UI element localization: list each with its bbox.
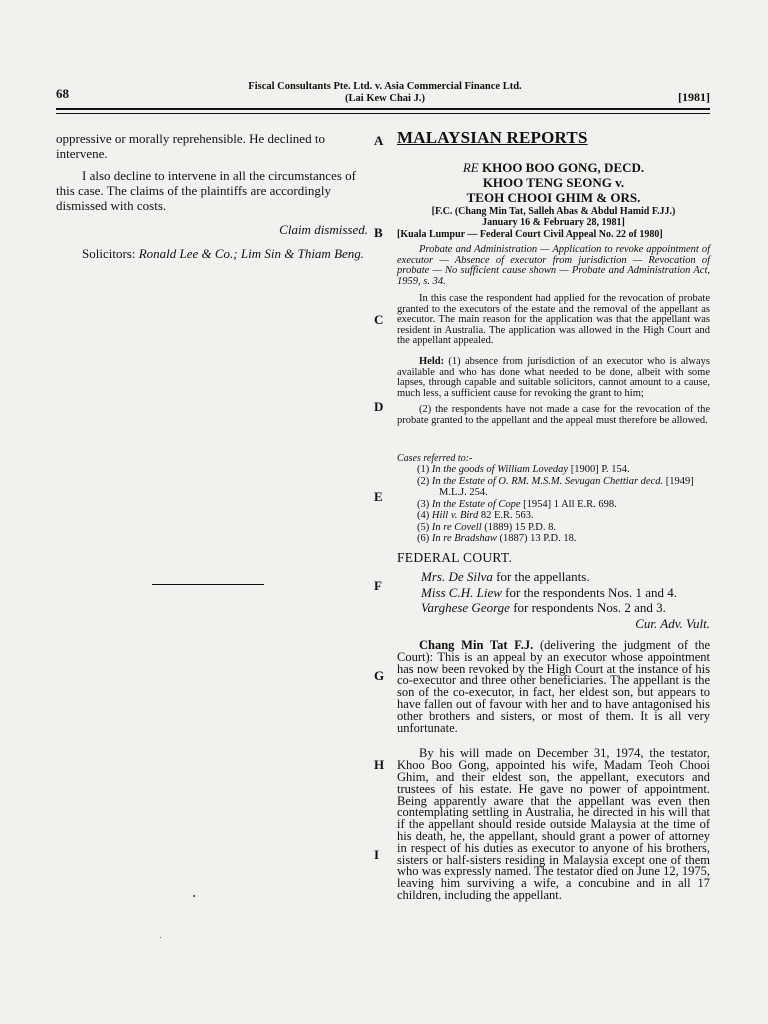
decline-paragraph: I also decline to intervene in all the circumstances of this case. The claims of the plaintiffs are accordingly dismissed with costs.: [56, 168, 356, 213]
case-item: (4) Hill v. Bird 82 E.R. 563.: [417, 510, 534, 521]
case-title-line-1: RE KHOO BOO GONG, DECD.: [462, 160, 645, 175]
margin-letter-c: C: [374, 312, 384, 327]
claim-dismissed: Claim dismissed.: [279, 222, 368, 237]
case-item: (5) In re Covell (1889) 15 P.D. 8.: [417, 521, 557, 533]
report-heading: MALAYSIAN REPORTS: [397, 128, 588, 147]
case-item: (6) In re Bradshaw (1887) 13 P.D. 18.: [417, 533, 577, 544]
solicitors-label: Solicitors:: [82, 246, 136, 261]
margin-letter-e: E: [374, 489, 383, 504]
case-title-line-3: TEOH CHOOI GHIM & ORS.: [466, 190, 641, 205]
previous-paragraph-end: oppressive or morally reprehensible. He declined to intervene.: [56, 131, 325, 161]
counsel-appellants: Mrs. De Silva for the appellants.: [421, 569, 590, 584]
counsel-respondents-2-3: Varghese George for respondents Nos. 2 and 3.: [421, 600, 666, 615]
held-section: [397, 357, 710, 427]
cur-adv-vult: Cur. Adv. Vult.: [635, 615, 710, 631]
previous-case-text: [56, 131, 368, 261]
case-item: (1) In the goods of William Loveday [1900] P. 154.: [417, 464, 630, 475]
margin-letter-d: D: [374, 399, 384, 414]
case-title-line-2: KHOO TENG SEONG v.: [482, 175, 625, 190]
facts-paragraph: In this case the respondent had applied for the revocation of probate granted to the executors of the estate and the removal of the appellant as executor. The main reason for the application was that the appellant was resident in Australia. The application was allowed in the High Court and the appellant appealed.: [397, 293, 710, 347]
re-prefix: RE: [462, 160, 479, 175]
coram: [397, 206, 710, 228]
cases-referred-label: Cases referred to:-: [397, 453, 473, 464]
scan-speck: [193, 895, 195, 897]
header-rule-thin: [56, 113, 710, 114]
case-end-rule: [152, 584, 264, 585]
held-paragraph-1: Held: (1) absence from jurisdiction of an executor who is always available and who has done what needed to be done, albeit with some lapses, through capable and suitable solicitors, cannot amount to a cause, much less, a sufficient cause for revoking the grant to him;: [397, 356, 711, 399]
margin-letter-g: G: [374, 668, 385, 683]
solicitors-names: Ronald Lee & Co.; Lim Sin & Thiam Beng.: [138, 246, 365, 261]
held-paragraph-2: (2) the respondents have not made a case for the revocation of the probate granted to the appellant and the appeal must therefore be allowed.: [397, 404, 710, 426]
coram-judges: [F.C. (Chang Min Tat, Salleh Abas & Abdul Hamid F.JJ.): [431, 206, 676, 217]
header-rule-thick: [56, 108, 710, 110]
appeal-citation: [Kuala Lumpur — Federal Court Civil Appeal No. 22 of 1980]: [397, 229, 663, 240]
judgment-paragraph-1: Chang Min Tat F.J. (delivering the judgment of the Court): This is an appeal by an executor whose appointment has now been revoked by the High Court at the instance of his co-executor and three other beneficiaries. The appellant is the son of the co-executor, in fact, her eldest son, but appears to have fallen out of favour with her and to have antagonised his other brothers and sisters, or most of them. It is all very unfortunate.: [397, 638, 711, 735]
judgment-paragraph-2: By his will made on December 31, 1974, the testator, Khoo Boo Gong, appointed his wife, Madam Teoh Chooi Ghim, and their eldest son, the appellant, executors and trustees of his estate. He gave no power of appointment. Being apparently aware that the appellant was even then contemplating settling in Australia, he directed in his will that if the appellant should reside outside Malaysia at the time of his death, he, the appellant, should grant a power of attorney in respect of his duties as executor to anyone of his brothers, sisters or half-sisters residing in Malaysia except one of them who was expressly named. The testator died on June 12, 1975, leaving him surviving a wife, a concubine and in all 17 children, including the appellant.: [397, 746, 710, 902]
margin-letter-b: B: [374, 225, 383, 240]
margin-letter-h: H: [374, 757, 385, 772]
coram-dates: January 16 & February 28, 1981]: [482, 217, 625, 228]
margin-letter-i: I: [374, 847, 380, 862]
running-title-case: Fiscal Consultants Pte. Ltd. v. Asia Commercial Finance Ltd.: [248, 81, 522, 92]
running-title-judge: (Lai Kew Chai J.): [345, 93, 425, 104]
case-title: [397, 160, 710, 205]
judge-name: Chang Min Tat F.J.: [419, 638, 534, 652]
counsel-list: [421, 569, 710, 631]
judgment-text: [397, 640, 710, 902]
page-number: 68: [56, 86, 69, 101]
running-head: [150, 81, 620, 105]
catchwords: Probate and Administration — Application to revoke appointment of executor — Absence of executor from jurisdiction — Revocation of probate — No sufficient cause shown — Probate and Administration Act, 1959, s. 34.: [397, 244, 710, 287]
scan-speck: [160, 937, 161, 938]
report-year: [1981]: [678, 90, 710, 104]
case-item: (2) In the Estate of O. RM. M.S.M. Sevugan Chettiar decd. [1949] M.L.J. 254.: [417, 475, 694, 498]
margin-letter-f: F: [374, 578, 382, 593]
margin-letter-a: A: [374, 133, 384, 148]
case-item: (3) In the Estate of Cope [1954] 1 All E.R. 698.: [417, 498, 617, 510]
facts-summary: [397, 294, 710, 347]
cases-referred-list: [417, 464, 710, 545]
counsel-respondents-1-4: Miss C.H. Liew for the respondents Nos. 1 and 4.: [421, 584, 678, 600]
solicitors-line: [56, 246, 368, 261]
court-heading: FEDERAL COURT.: [397, 550, 513, 565]
held-label: Held:: [419, 356, 445, 367]
